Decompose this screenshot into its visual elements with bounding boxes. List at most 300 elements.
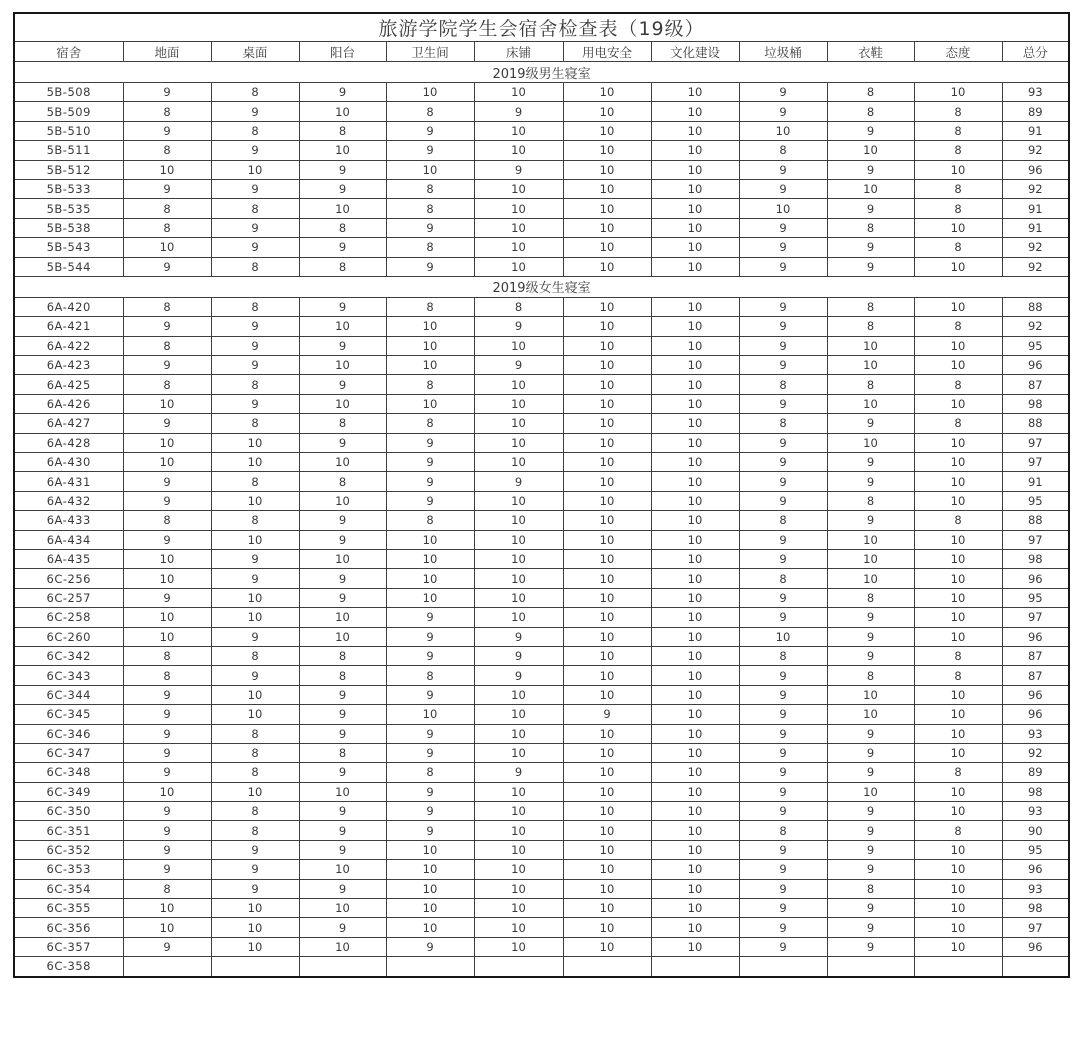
score-cell: 9 <box>827 608 914 627</box>
score-cell: 10 <box>563 472 651 491</box>
score-cell: 9 <box>386 453 474 472</box>
total-cell: 95 <box>1002 588 1069 607</box>
score-cell: 9 <box>386 472 474 491</box>
score-cell: 9 <box>827 802 914 821</box>
score-cell: 9 <box>739 179 827 198</box>
score-cell: 9 <box>474 627 563 646</box>
score-cell: 9 <box>123 491 211 510</box>
dorm-cell: 6A-426 <box>14 394 123 413</box>
score-cell: 10 <box>651 238 739 257</box>
score-cell: 9 <box>827 646 914 665</box>
table-row <box>14 121 1069 140</box>
score-cell: 10 <box>563 317 651 336</box>
score-cell: 9 <box>739 743 827 762</box>
score-cell: 9 <box>474 666 563 685</box>
score-cell: 9 <box>299 685 386 704</box>
score-cell: 8 <box>211 199 299 218</box>
score-cell: 10 <box>651 433 739 452</box>
score-cell: 8 <box>914 238 1002 257</box>
score-cell: 10 <box>651 297 739 316</box>
score-cell: 9 <box>739 608 827 627</box>
score-cell: 10 <box>827 141 914 160</box>
table-row <box>14 724 1069 743</box>
score-cell: 9 <box>739 918 827 937</box>
score-cell: 9 <box>299 569 386 588</box>
score-cell: 10 <box>563 860 651 879</box>
dorm-cell: 5B-510 <box>14 121 123 140</box>
score-cell: 10 <box>563 257 651 276</box>
table-row <box>14 588 1069 607</box>
score-cell: 10 <box>914 549 1002 568</box>
table-row <box>14 685 1069 704</box>
score-cell: 10 <box>386 530 474 549</box>
score-cell: 8 <box>211 414 299 433</box>
score-cell: 9 <box>211 860 299 879</box>
score-cell: 9 <box>739 491 827 510</box>
score-cell: 9 <box>739 218 827 237</box>
dorm-cell: 6C-257 <box>14 588 123 607</box>
score-cell: 10 <box>563 899 651 918</box>
score-cell: 10 <box>827 530 914 549</box>
table-row <box>14 179 1069 198</box>
score-cell: 10 <box>474 511 563 530</box>
total-cell: 96 <box>1002 160 1069 179</box>
score-cell: 10 <box>123 899 211 918</box>
score-cell: 8 <box>827 83 914 102</box>
total-cell: 97 <box>1002 608 1069 627</box>
dorm-cell: 6A-422 <box>14 336 123 355</box>
dorm-cell: 6C-260 <box>14 627 123 646</box>
score-cell: 9 <box>739 763 827 782</box>
score-cell: 10 <box>914 743 1002 762</box>
table-row <box>14 802 1069 821</box>
score-cell: 10 <box>299 627 386 646</box>
score-cell: 10 <box>563 588 651 607</box>
score-cell: 10 <box>651 511 739 530</box>
score-cell: 10 <box>123 918 211 937</box>
score-cell: 8 <box>123 375 211 394</box>
score-cell: 10 <box>563 199 651 218</box>
total-cell: 98 <box>1002 899 1069 918</box>
score-cell: 10 <box>651 724 739 743</box>
score-cell: 10 <box>299 199 386 218</box>
score-cell: 10 <box>299 782 386 801</box>
score-cell: 10 <box>299 860 386 879</box>
score-cell: 9 <box>211 356 299 375</box>
score-cell: 9 <box>739 530 827 549</box>
score-cell: 10 <box>651 375 739 394</box>
score-cell: 9 <box>299 511 386 530</box>
score-cell: 10 <box>299 102 386 121</box>
score-cell: 8 <box>211 472 299 491</box>
score-cell: 9 <box>211 666 299 685</box>
dorm-cell: 6C-343 <box>14 666 123 685</box>
score-cell: 8 <box>386 297 474 316</box>
score-cell: 8 <box>914 511 1002 530</box>
table-row <box>14 530 1069 549</box>
score-cell: 9 <box>827 840 914 859</box>
score-cell: 10 <box>651 685 739 704</box>
score-cell: 10 <box>827 705 914 724</box>
score-cell: 8 <box>914 102 1002 121</box>
score-cell: 9 <box>123 530 211 549</box>
total-cell: 88 <box>1002 414 1069 433</box>
score-cell: 10 <box>474 218 563 237</box>
score-cell: 9 <box>299 83 386 102</box>
dorm-inspection-sheet <box>13 12 1068 978</box>
score-cell: 10 <box>386 160 474 179</box>
score-cell: 10 <box>299 491 386 510</box>
score-cell: 10 <box>651 160 739 179</box>
score-cell: 10 <box>651 453 739 472</box>
score-cell: 8 <box>211 83 299 102</box>
score-cell: 10 <box>563 141 651 160</box>
dorm-cell: 6C-342 <box>14 646 123 665</box>
score-cell: 10 <box>474 83 563 102</box>
score-cell: 8 <box>827 879 914 898</box>
score-cell: 9 <box>123 840 211 859</box>
table-row <box>14 102 1069 121</box>
score-cell: 10 <box>563 802 651 821</box>
score-cell: 8 <box>914 199 1002 218</box>
score-cell: 8 <box>211 743 299 762</box>
column-header: 卫生间 <box>386 42 474 62</box>
score-cell: 10 <box>474 257 563 276</box>
score-cell: 8 <box>914 375 1002 394</box>
score-cell: 8 <box>123 511 211 530</box>
score-cell: 10 <box>914 918 1002 937</box>
score-cell: 10 <box>474 414 563 433</box>
dorm-cell: 5B-511 <box>14 141 123 160</box>
score-cell: 10 <box>914 160 1002 179</box>
total-cell: 97 <box>1002 918 1069 937</box>
score-cell: 8 <box>827 102 914 121</box>
table-row <box>14 705 1069 724</box>
score-cell: 10 <box>914 899 1002 918</box>
score-cell: 10 <box>299 937 386 956</box>
dorm-cell: 6A-433 <box>14 511 123 530</box>
score-cell: 9 <box>211 879 299 898</box>
score-cell: 10 <box>474 336 563 355</box>
score-cell: 10 <box>563 218 651 237</box>
score-cell: 10 <box>914 608 1002 627</box>
score-cell: 10 <box>386 588 474 607</box>
dorm-cell: 6C-352 <box>14 840 123 859</box>
score-cell: 10 <box>651 569 739 588</box>
score-cell: 10 <box>211 608 299 627</box>
score-cell: 8 <box>211 121 299 140</box>
score-cell: 10 <box>914 627 1002 646</box>
score-cell: 9 <box>739 899 827 918</box>
score-cell <box>386 957 474 977</box>
total-cell: 95 <box>1002 336 1069 355</box>
score-cell: 9 <box>211 394 299 413</box>
score-cell: 9 <box>123 685 211 704</box>
score-cell: 8 <box>827 666 914 685</box>
score-cell: 10 <box>827 549 914 568</box>
score-cell: 10 <box>563 782 651 801</box>
total-cell: 93 <box>1002 879 1069 898</box>
score-cell: 8 <box>914 821 1002 840</box>
total-cell: 98 <box>1002 782 1069 801</box>
column-header: 文化建设 <box>651 42 739 62</box>
score-cell: 9 <box>123 356 211 375</box>
total-cell: 92 <box>1002 179 1069 198</box>
title-row <box>14 13 1069 42</box>
score-cell: 10 <box>651 879 739 898</box>
score-cell: 10 <box>914 297 1002 316</box>
score-cell: 9 <box>827 743 914 762</box>
score-cell: 10 <box>123 627 211 646</box>
score-cell: 10 <box>563 102 651 121</box>
score-cell: 10 <box>739 199 827 218</box>
score-cell: 10 <box>651 802 739 821</box>
total-cell: 93 <box>1002 83 1069 102</box>
score-cell: 10 <box>474 141 563 160</box>
total-cell: 97 <box>1002 453 1069 472</box>
score-cell: 9 <box>211 627 299 646</box>
dorm-cell: 6C-351 <box>14 821 123 840</box>
score-cell: 9 <box>299 705 386 724</box>
score-cell: 10 <box>386 840 474 859</box>
score-cell: 10 <box>651 102 739 121</box>
score-cell: 9 <box>474 356 563 375</box>
total-cell: 96 <box>1002 627 1069 646</box>
total-cell: 96 <box>1002 569 1069 588</box>
score-cell: 10 <box>651 646 739 665</box>
dorm-cell: 6A-421 <box>14 317 123 336</box>
score-cell: 10 <box>474 821 563 840</box>
score-cell: 10 <box>474 569 563 588</box>
score-cell: 9 <box>123 414 211 433</box>
total-cell: 90 <box>1002 821 1069 840</box>
score-cell: 8 <box>827 588 914 607</box>
dorm-cell: 6A-430 <box>14 453 123 472</box>
score-cell: 9 <box>739 102 827 121</box>
total-cell: 93 <box>1002 724 1069 743</box>
dorm-cell: 6C-256 <box>14 569 123 588</box>
score-cell: 9 <box>299 821 386 840</box>
dorm-cell: 6C-345 <box>14 705 123 724</box>
table-row <box>14 763 1069 782</box>
score-cell: 8 <box>914 646 1002 665</box>
score-cell: 9 <box>299 530 386 549</box>
score-cell: 10 <box>827 356 914 375</box>
dorm-cell: 5B-538 <box>14 218 123 237</box>
score-cell: 10 <box>299 356 386 375</box>
score-cell: 10 <box>474 433 563 452</box>
score-cell: 10 <box>651 627 739 646</box>
score-cell: 10 <box>914 472 1002 491</box>
table-row <box>14 918 1069 937</box>
score-cell: 9 <box>299 238 386 257</box>
score-cell: 9 <box>123 821 211 840</box>
score-cell: 10 <box>563 491 651 510</box>
score-cell: 10 <box>474 724 563 743</box>
score-cell <box>211 957 299 977</box>
score-cell: 10 <box>914 394 1002 413</box>
score-cell: 10 <box>123 608 211 627</box>
total-cell: 92 <box>1002 257 1069 276</box>
score-cell: 9 <box>386 257 474 276</box>
score-cell: 10 <box>474 608 563 627</box>
table-row <box>14 257 1069 276</box>
score-cell: 10 <box>563 918 651 937</box>
score-cell: 9 <box>827 472 914 491</box>
score-cell: 10 <box>299 141 386 160</box>
total-cell: 92 <box>1002 141 1069 160</box>
score-cell <box>914 957 1002 977</box>
table-row <box>14 414 1069 433</box>
score-cell: 10 <box>386 918 474 937</box>
score-cell: 10 <box>211 588 299 607</box>
score-cell: 9 <box>739 802 827 821</box>
score-cell: 9 <box>827 453 914 472</box>
score-cell: 10 <box>474 685 563 704</box>
score-cell: 8 <box>914 666 1002 685</box>
score-cell: 9 <box>739 937 827 956</box>
score-cell: 9 <box>739 83 827 102</box>
score-cell: 10 <box>914 685 1002 704</box>
dorm-cell: 6A-428 <box>14 433 123 452</box>
score-cell: 9 <box>299 179 386 198</box>
score-cell: 8 <box>211 802 299 821</box>
dorm-cell: 6C-348 <box>14 763 123 782</box>
dorm-cell: 6C-347 <box>14 743 123 762</box>
score-cell: 10 <box>827 433 914 452</box>
score-cell: 8 <box>299 257 386 276</box>
score-cell: 9 <box>739 860 827 879</box>
score-cell: 8 <box>474 297 563 316</box>
score-cell: 8 <box>386 179 474 198</box>
score-cell: 10 <box>563 433 651 452</box>
score-cell: 10 <box>386 705 474 724</box>
dorm-cell: 5B-535 <box>14 199 123 218</box>
score-cell: 10 <box>651 414 739 433</box>
score-cell: 10 <box>914 336 1002 355</box>
inspection-table <box>13 12 1070 978</box>
score-cell: 10 <box>827 336 914 355</box>
score-cell: 10 <box>651 743 739 762</box>
score-cell: 10 <box>563 821 651 840</box>
score-cell: 10 <box>211 433 299 452</box>
column-header: 床铺 <box>474 42 563 62</box>
score-cell: 9 <box>299 879 386 898</box>
score-cell: 10 <box>563 549 651 568</box>
score-cell: 10 <box>563 121 651 140</box>
score-cell: 9 <box>827 257 914 276</box>
score-cell: 10 <box>651 937 739 956</box>
score-cell: 9 <box>739 394 827 413</box>
score-cell: 9 <box>211 141 299 160</box>
column-header: 地面 <box>123 42 211 62</box>
table-row <box>14 937 1069 956</box>
score-cell: 10 <box>123 394 211 413</box>
score-cell <box>474 957 563 977</box>
score-cell: 10 <box>914 588 1002 607</box>
score-cell: 8 <box>914 121 1002 140</box>
score-cell: 9 <box>827 511 914 530</box>
score-cell: 9 <box>474 646 563 665</box>
score-cell: 10 <box>211 685 299 704</box>
score-cell: 10 <box>211 160 299 179</box>
score-cell: 10 <box>474 588 563 607</box>
score-cell: 9 <box>211 549 299 568</box>
total-cell: 96 <box>1002 356 1069 375</box>
score-cell: 9 <box>827 238 914 257</box>
score-cell: 10 <box>914 491 1002 510</box>
dorm-cell: 5B-508 <box>14 83 123 102</box>
score-cell: 10 <box>914 530 1002 549</box>
score-cell: 10 <box>211 782 299 801</box>
column-header: 态度 <box>914 42 1002 62</box>
score-cell: 9 <box>827 414 914 433</box>
score-cell: 9 <box>123 705 211 724</box>
total-cell: 98 <box>1002 549 1069 568</box>
table-row <box>14 569 1069 588</box>
total-cell: 92 <box>1002 238 1069 257</box>
score-cell: 10 <box>386 569 474 588</box>
score-cell: 10 <box>651 549 739 568</box>
score-cell: 9 <box>123 743 211 762</box>
score-cell: 9 <box>123 724 211 743</box>
score-cell <box>123 957 211 977</box>
dorm-cell: 6C-354 <box>14 879 123 898</box>
dorm-cell: 6C-358 <box>14 957 123 977</box>
score-cell: 9 <box>739 588 827 607</box>
score-cell: 8 <box>739 821 827 840</box>
column-header: 用电安全 <box>563 42 651 62</box>
score-cell: 9 <box>563 705 651 724</box>
score-cell: 10 <box>474 238 563 257</box>
dorm-cell: 6C-357 <box>14 937 123 956</box>
total-cell: 91 <box>1002 199 1069 218</box>
total-cell: 97 <box>1002 530 1069 549</box>
dorm-cell: 5B-512 <box>14 160 123 179</box>
score-cell: 8 <box>211 724 299 743</box>
total-cell: 88 <box>1002 297 1069 316</box>
section-header-row <box>14 276 1069 297</box>
score-cell: 10 <box>123 238 211 257</box>
score-cell: 10 <box>386 549 474 568</box>
score-cell: 10 <box>299 394 386 413</box>
score-cell: 10 <box>651 705 739 724</box>
score-cell: 10 <box>211 705 299 724</box>
score-cell: 10 <box>563 937 651 956</box>
score-cell: 9 <box>123 317 211 336</box>
score-cell: 9 <box>739 724 827 743</box>
score-cell: 10 <box>827 782 914 801</box>
score-cell: 9 <box>299 724 386 743</box>
score-cell: 10 <box>123 433 211 452</box>
total-cell: 96 <box>1002 860 1069 879</box>
score-cell: 10 <box>474 879 563 898</box>
score-cell: 8 <box>299 218 386 237</box>
score-cell: 9 <box>123 588 211 607</box>
score-cell: 10 <box>651 491 739 510</box>
score-cell: 10 <box>299 549 386 568</box>
score-cell: 10 <box>563 879 651 898</box>
score-cell: 10 <box>914 83 1002 102</box>
total-cell: 92 <box>1002 317 1069 336</box>
score-cell: 8 <box>123 297 211 316</box>
score-cell: 10 <box>211 453 299 472</box>
total-cell: 96 <box>1002 685 1069 704</box>
score-cell: 9 <box>386 937 474 956</box>
score-cell: 10 <box>474 840 563 859</box>
score-cell: 8 <box>739 141 827 160</box>
dorm-cell: 5B-533 <box>14 179 123 198</box>
